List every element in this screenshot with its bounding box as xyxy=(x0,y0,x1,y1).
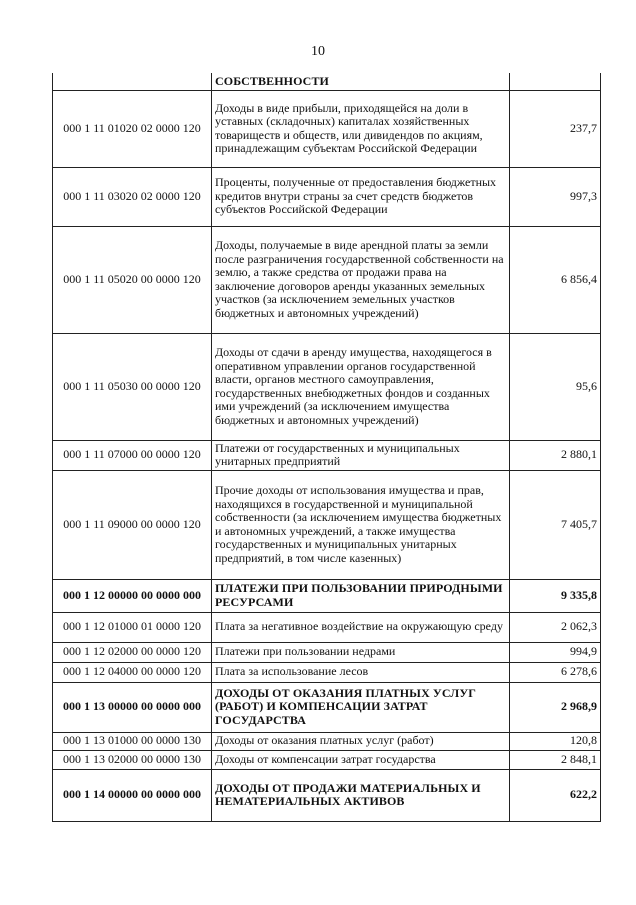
row-amount: 237,7 xyxy=(510,90,601,167)
row-name: Платежи при пользовании недрами xyxy=(212,642,510,662)
row-code: 000 1 12 02000 00 0000 120 xyxy=(53,642,212,662)
row-code: 000 1 11 07000 00 0000 120 xyxy=(53,440,212,470)
row-name: Доходы в виде прибыли, приходящейся на доли в уставных (складочных) капиталах хозяйственных товариществ и обществ, или дивидендов по акциям, принадлежащим субъектам Российской Федерации xyxy=(212,90,510,167)
row-amount: 997,3 xyxy=(510,167,601,226)
row-code: 000 1 13 00000 00 0000 000 xyxy=(53,682,212,732)
row-name: Платежи от государственных и муниципальных унитарных предприятий xyxy=(212,440,510,470)
row-name: Доходы от оказания платных услуг (работ) xyxy=(212,732,510,750)
table-row xyxy=(53,642,601,662)
row-name: СОБСТВЕННОСТИ xyxy=(212,73,510,90)
table-row xyxy=(53,470,601,579)
row-amount: 2 062,3 xyxy=(510,612,601,642)
row-name: Доходы от компенсации затрат государства xyxy=(212,750,510,769)
table-row xyxy=(53,750,601,769)
row-code: 000 1 13 02000 00 0000 130 xyxy=(53,750,212,769)
row-name: ДОХОДЫ ОТ ОКАЗАНИЯ ПЛАТНЫХ УСЛУГ (РАБОТ) И КОМПЕНСАЦИИ ЗАТРАТ ГОСУДАРСТВА xyxy=(212,682,510,732)
row-amount: 6 278,6 xyxy=(510,662,601,682)
table-row xyxy=(53,167,601,226)
table-row xyxy=(53,440,601,470)
row-amount: 6 856,4 xyxy=(510,226,601,333)
row-name: Прочие доходы от использования имущества и прав, находящихся в государственной и муниципальной собственности (за исключением имущества бюджетных и автономных учреждений, а также имущества государственных и муниципальных унитарных предприятий, в том числе казенных) xyxy=(212,470,510,579)
row-name: Проценты, полученные от предоставления бюджетных кредитов внутри страны за счет средств бюджетов субъектов Российской Федерации xyxy=(212,167,510,226)
row-name: Доходы, получаемые в виде арендной платы за земли после разграничения государственной собственности на землю, а также средства от продажи права на заключение договоров аренды указанных земельных участков (за исключением земельных участков бюджетных и автономных учреждений) xyxy=(212,226,510,333)
row-name: ПЛАТЕЖИ ПРИ ПОЛЬЗОВАНИИ ПРИРОДНЫМИ РЕСУРСАМИ xyxy=(212,579,510,612)
table-row xyxy=(53,579,601,612)
row-code: 000 1 12 04000 00 0000 120 xyxy=(53,662,212,682)
row-amount: 2 968,9 xyxy=(510,682,601,732)
row-amount: 2 880,1 xyxy=(510,440,601,470)
row-code: 000 1 13 01000 00 0000 130 xyxy=(53,732,212,750)
table-row xyxy=(53,73,601,90)
table-row xyxy=(53,732,601,750)
row-code: 000 1 12 01000 01 0000 120 xyxy=(53,612,212,642)
row-amount: 7 405,7 xyxy=(510,470,601,579)
row-code: 000 1 11 03020 02 0000 120 xyxy=(53,167,212,226)
row-amount: 994,9 xyxy=(510,642,601,662)
row-amount: 2 848,1 xyxy=(510,750,601,769)
table-row xyxy=(53,90,601,167)
row-amount: 622,2 xyxy=(510,769,601,821)
row-code: 000 1 12 00000 00 0000 000 xyxy=(53,579,212,612)
table-row xyxy=(53,662,601,682)
row-amount: 9 335,8 xyxy=(510,579,601,612)
row-code: 000 1 11 05020 00 0000 120 xyxy=(53,226,212,333)
row-code: 000 1 11 09000 00 0000 120 xyxy=(53,470,212,579)
table-row xyxy=(53,769,601,821)
row-name: Плата за негативное воздействие на окружающую среду xyxy=(212,612,510,642)
table-row xyxy=(53,682,601,732)
revenue-table xyxy=(52,73,601,822)
page-number: 10 xyxy=(311,44,325,59)
row-name: Плата за использование лесов xyxy=(212,662,510,682)
row-amount: 95,6 xyxy=(510,333,601,440)
row-name: Доходы от сдачи в аренду имущества, находящегося в оперативном управлении органов государственной власти, органов местного самоуправления, государственных внебюджетных фондов и созданных ими учреждений (за исключением имущества бюджетных и автономных учреждений) xyxy=(212,333,510,440)
row-amount: 120,8 xyxy=(510,732,601,750)
row-name: ДОХОДЫ ОТ ПРОДАЖИ МАТЕРИАЛЬНЫХ И НЕМАТЕРИАЛЬНЫХ АКТИВОВ xyxy=(212,769,510,821)
table-row xyxy=(53,226,601,333)
row-code: 000 1 11 01020 02 0000 120 xyxy=(53,90,212,167)
row-amount xyxy=(510,73,601,90)
row-code: 000 1 11 05030 00 0000 120 xyxy=(53,333,212,440)
row-code: 000 1 14 00000 00 0000 000 xyxy=(53,769,212,821)
table-row xyxy=(53,612,601,642)
table-row xyxy=(53,333,601,440)
row-code xyxy=(53,73,212,90)
